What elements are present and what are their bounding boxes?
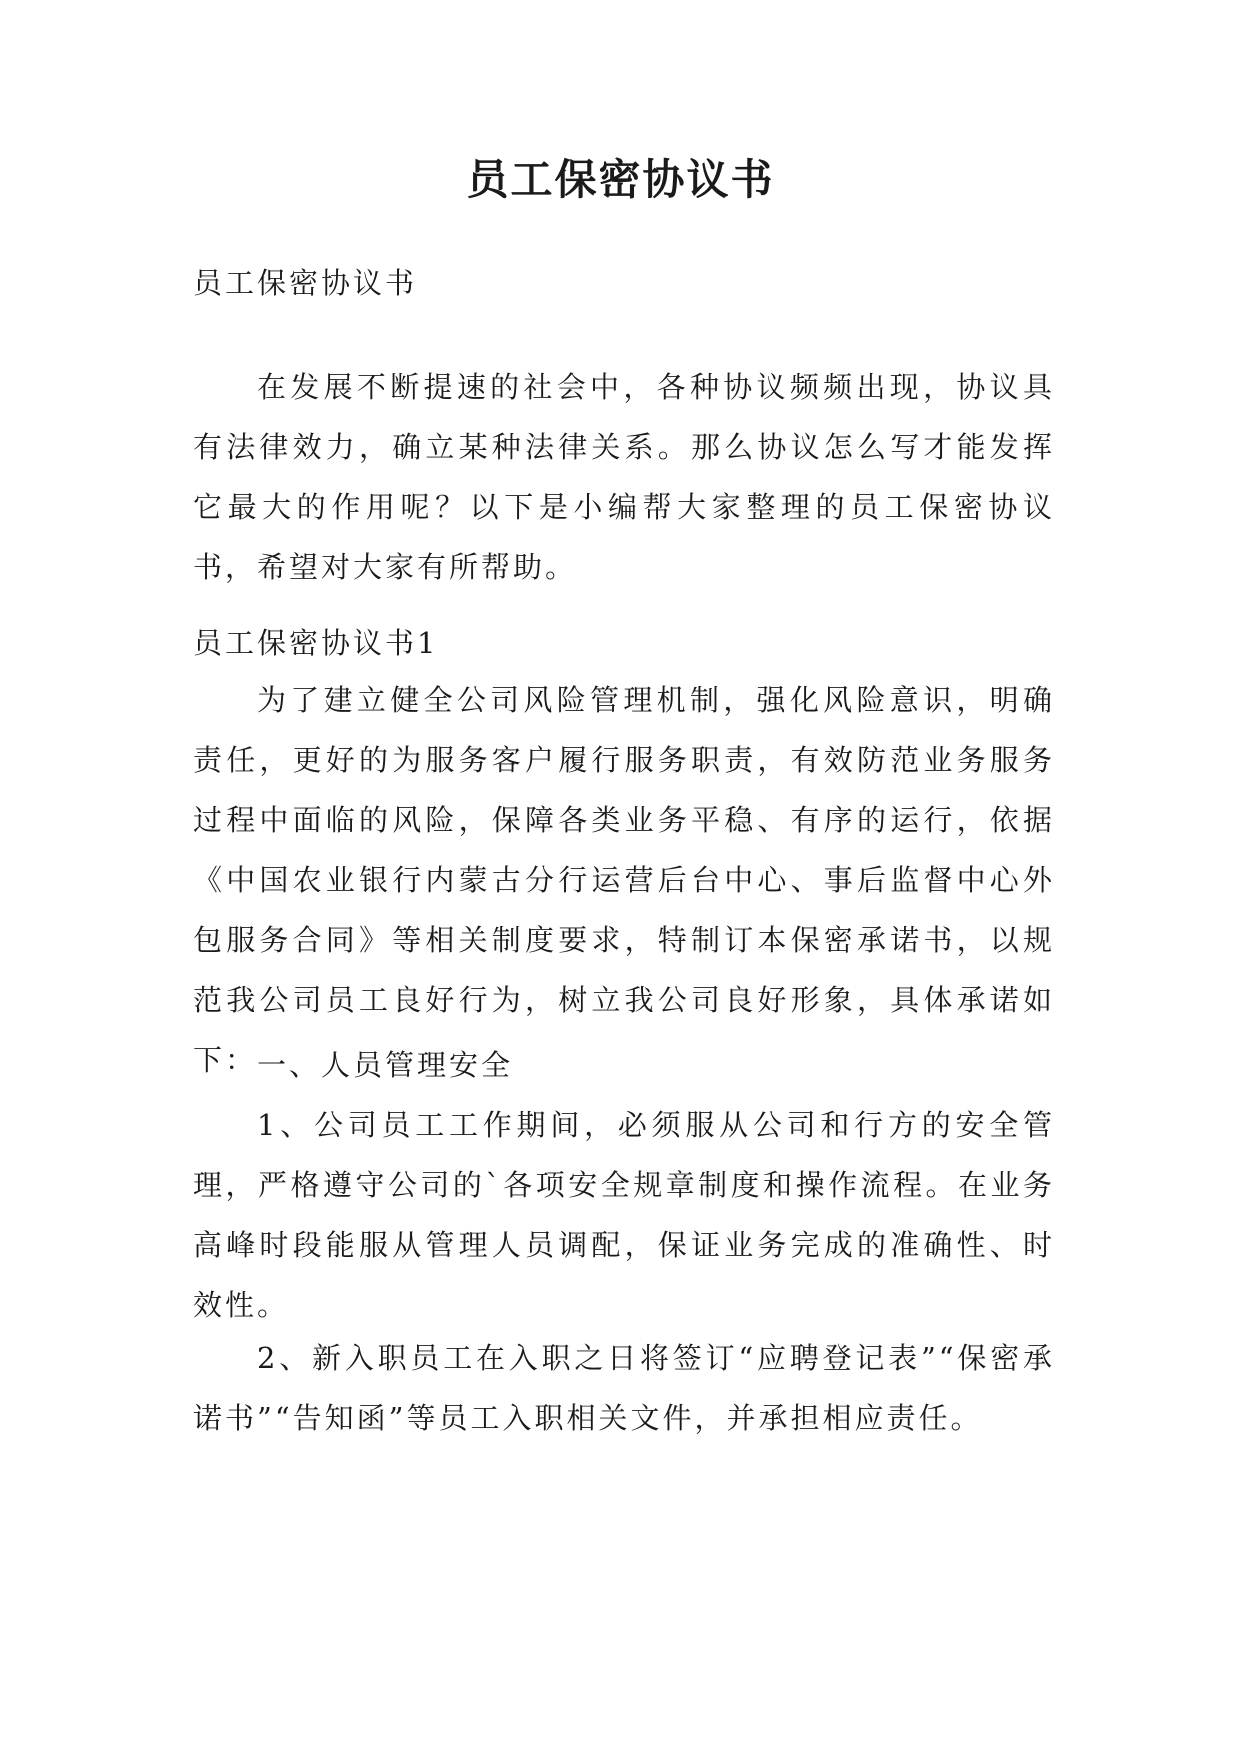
list-item-2: 2、新入职员工在入职之日将签订“应聘登记表”“保密承诺书”“告知函”等员工入职相关文件，并承担相应责任。 bbox=[193, 1341, 1055, 1435]
section-intro-paragraph: 为了建立健全公司风险管理机制，强化风险意识，明确责任，更好的为服务客户履行服务职责，有效防范业务服务过程中面临的风险，保障各类业务平稳、有序的运行，依据《中国农业银行内蒙古分行运营后台中心、事后监督中心外包服务合同》等相关制度要求，特制订本保密承诺书，以规范我公司员工良好行为，树立我公司良好形象，具体承诺如下： bbox=[193, 683, 1055, 1077]
document-title: 员工保密协议书 bbox=[466, 155, 775, 204]
intro-paragraph: 在发展不断提速的社会中，各种协议频频出现，协议具有法律效力，确立某种法律关系。那么协议怎么写才能发挥它最大的作用呢？以下是小编帮大家整理的员工保密协议书，希望对大家有所帮助。 bbox=[193, 370, 1055, 584]
list-item-1: 1、公司员工工作期间，必须服从公司和行方的安全管理，严格遵守公司的`各项安全规章制度和操作流程。在业务高峰时段能服从管理人员调配，保证业务完成的准确性、时效性。 bbox=[193, 1108, 1055, 1322]
section-title: 员工保密协议书1 bbox=[193, 626, 439, 660]
document-subtitle: 员工保密协议书 bbox=[193, 266, 418, 300]
section-heading: 一、人员管理安全 bbox=[257, 1048, 514, 1082]
